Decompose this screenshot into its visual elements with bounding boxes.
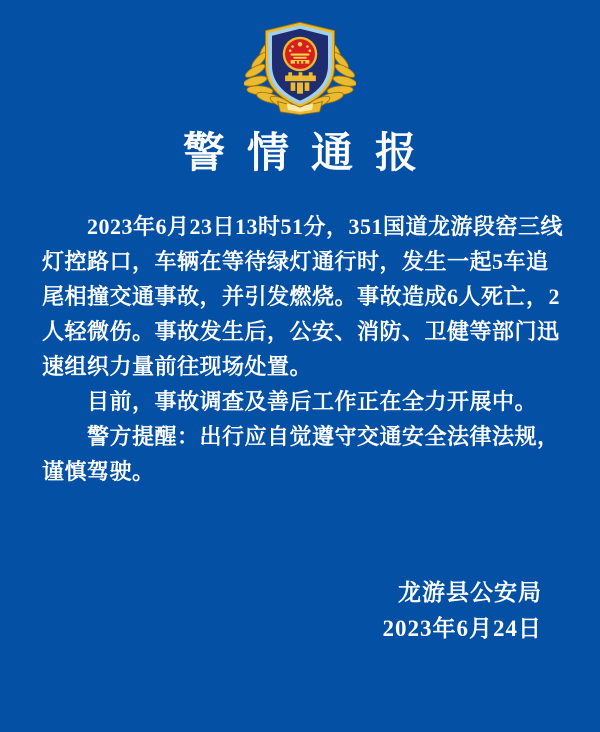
police-badge-emblem	[0, 0, 600, 118]
notice-line: 目前，事故调查及善后工作正在全力开展中。	[42, 389, 538, 414]
notice-line: 灯控路口，车辆在等待绿灯通行时，发生一起5车追	[42, 249, 549, 274]
notice-line: 速组织力量前往现场处置。	[42, 354, 313, 379]
signature-block	[0, 575, 600, 647]
signature-agency: 龙游县公安局	[398, 580, 542, 605]
page-title: 警情通报	[182, 131, 439, 177]
notice-body	[0, 209, 600, 489]
notice-line: 谨慎驾驶。	[42, 459, 155, 484]
notice-line: 2023年6月23日13时51分，351国道龙游段窑三线	[42, 214, 564, 239]
signature-date: 2023年6月24日	[382, 616, 542, 641]
notice-line: 警方提醒：出行应自觉遵守交通安全法律法规，	[42, 424, 560, 449]
police-badge-icon	[244, 18, 356, 118]
notice-line: 尾相撞交通事故，并引发燃烧。事故造成6人死亡，2	[42, 284, 561, 309]
notice-line: 人轻微伤。事故发生后，公安、消防、卫健等部门迅	[42, 319, 560, 344]
